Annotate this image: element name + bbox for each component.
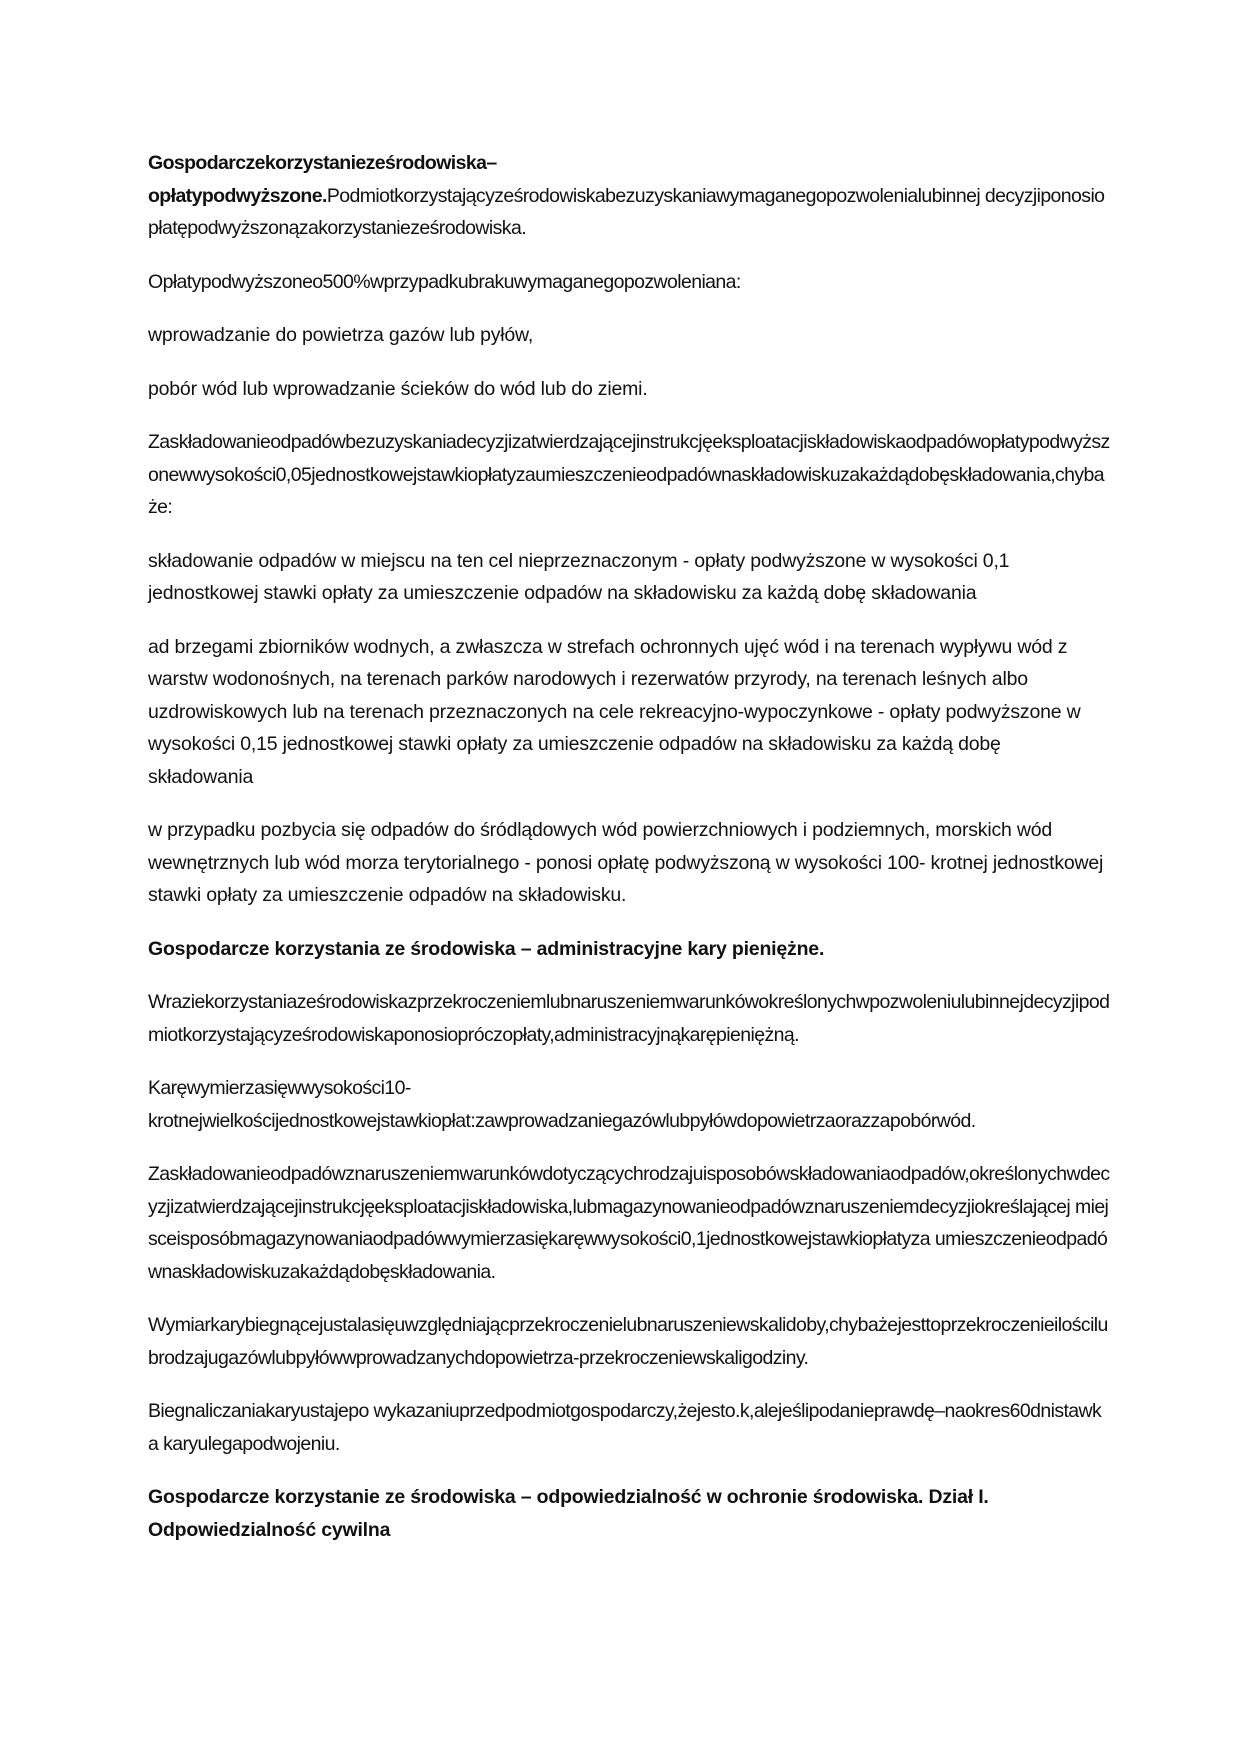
paragraph-intro [148, 147, 1110, 245]
penalty-amount-rest: krotnejwielkościjednostkowejstawkiopłat:zawprowadzaniegazówlubpyłówdopowietrzaorazzapobórwód. [148, 1109, 976, 1132]
list-item-water-disposal: w przypadku pozbycia się odpadów do śródlądowych wód powierzchniowych i podziemnych, morskich wód wewnętrznych lub wód morza terytorialnego - ponosi opłatę podwyższoną w wysokości 100- krotnej jednostkowej stawki opłaty za umieszczenie odpadów na składowisku. [148, 819, 1104, 906]
section-heading-liability [148, 1481, 1110, 1546]
list-item-unintended-place: składowanie odpadów w miejscu na ten cel nieprzeznaczonym - opłaty podwyższone w wysokości 0,1 jednostkowej stawki opłaty za umieszczenie odpadów na składowisku za każdą dobę składowania [148, 549, 1010, 604]
liability-heading-line1: Gospodarcze korzystanie ze środowiska – odpowiedzialność w ochronie środowiska. Dział I. [148, 1486, 989, 1508]
liability-heading-line2: Odpowiedzialność cywilna [148, 1518, 391, 1541]
list-item-air: wprowadzanie do powietrza gazów lub pyłów, [148, 324, 534, 346]
paragraph-penalty-intro: Wraziekorzystaniaześrodowiskazprzekroczeniemlubnaruszeniemwarunkówokreślonychwpozwoleniulubinnejdecyzjipodmiotkorzystającyześrodowiskaponosiopróczopłaty,administracyjnąkarępieniężną. [148, 991, 1110, 1046]
list-item-water: pobór wód lub wprowadzanie ścieków do wód lub do ziemi. [148, 377, 648, 400]
section-heading-penalties: Gospodarcze korzystania ze środowiska – administracyjne kary pieniężne. [148, 937, 825, 960]
section-title-line1: Gospodarczekorzystanieześrodowiska– [148, 152, 497, 174]
paragraph-waste-storage: Zaskładowanieodpadówbezuzyskaniadecyzjizatwierdzającejinstrukcjęeksploatacjiskładowiskaodpadówopłatypodwyższonewwysokości0,05jednostkowejstawkiopłatyzaumieszczenieodpadównaskładowiskuzakażdądobęskładowania,chybaże: [148, 431, 1110, 518]
penalty-amount-line1: Karęwymierzasięwwysokości10- [148, 1077, 411, 1099]
paragraph-penalty-scale: Wymiarkarybiegnącejustalasięuwzględniającprzekroczenielubnaruszeniewskalidoby,chybażejesttoprzekroczenieilościlubrodzajugazówlubpyłówwprowadzanychdopowietrza-przekroczeniewskaligodziny. [148, 1314, 1108, 1369]
paragraph-penalty-amount [148, 1072, 1110, 1137]
paragraph-storage-penalty: Zaskładowanieodpadówznaruszeniemwarunkówdotyczącychrodzajuisposobówskładowaniaodpadów,określonychwdecyzjizatwierdzającejinstrukcjęeksploatacjiskładowiska,lubmagazynowanieodpadówznaruszeniemdecyzjiokreślającej miejsceisposóbmagazynowaniaodpadówwymierzasiękaręwwysokości0,1jednostkowejstawkiopłatyza umieszczenieodpadównaskładowiskuzakażdądobęskładowania. [148, 1163, 1110, 1283]
paragraph-penalty-stop: Biegnaliczaniakaryustajepo wykazaniuprzedpodmiotgospodarczy,żejesto.k,alejeślipodanieprawdę–naokres60dnistawka karyulegapodwojeniu. [148, 1400, 1102, 1455]
paragraph-fee-500: Opłatypodwyższoneo500%wprzypadkubrakuwymaganegopozwoleniana: [148, 270, 741, 293]
list-item-protected-areas: ad brzegami zbiorników wodnych, a zwłaszcza w strefach ochronnych ujęć wód i na terenach wypływu wód z warstw wodonośnych, na terenach parków narodowych i rezerwatów przyrody, na terenach leśnych albo uzdrowiskowych lub na terenach przeznaczonych na cele rekreacyjno-wypoczynkowe - opłaty podwyższone w wysokości 0,15 jednostkowej stawki opłaty za umieszczenie odpadów na składowisku za każdą dobę składowania [148, 635, 1081, 788]
section-title-line2: opłatypodwyższone. [148, 184, 327, 207]
intro-text: Podmiotkorzystającyześrodowiskabezuzyskaniawymaganegopozwolenialubinnej decyzjiponosiopłatępodwyższonązakorzystanieześrodowiska. [148, 184, 1105, 239]
